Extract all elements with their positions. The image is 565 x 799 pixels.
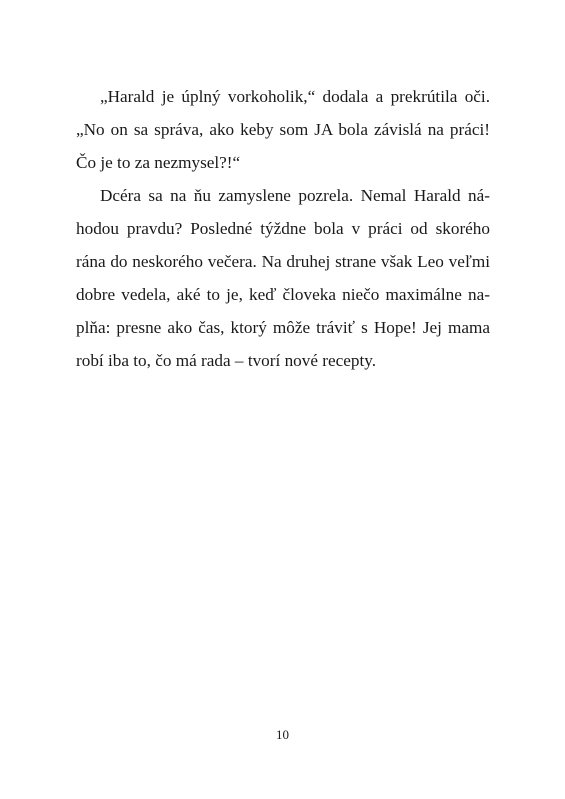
text-line: „Harald je úplný vorkoholik,“ dodala a prekrútila oči. xyxy=(100,87,490,106)
text-line: hodou pravdu? Posledné týždne bola v práci od skorého xyxy=(76,219,490,238)
text-line: rána do neskorého večera. Na druhej strane však Leo veľmi xyxy=(76,252,490,271)
body-text xyxy=(76,80,490,377)
text-line: plňa: presne ako čas, ktorý môže tráviť s Hope! Jej mama xyxy=(76,318,490,337)
paragraph-2 xyxy=(76,179,490,377)
text-line: Čo je to za nezmysel?!“ xyxy=(76,153,241,172)
text-line: Dcéra sa na ňu zamyslene pozrela. Nemal Harald ná- xyxy=(100,186,490,205)
paragraph-1 xyxy=(76,80,490,179)
page-number: 10 xyxy=(276,727,289,742)
text-line: robí iba to, čo má rada – tvorí nové recepty. xyxy=(76,351,377,370)
text-line: „No on sa správa, ako keby som JA bola závislá na práci! xyxy=(76,120,490,139)
text-line: dobre vedela, aké to je, keď človeka niečo maximálne na- xyxy=(76,285,490,304)
